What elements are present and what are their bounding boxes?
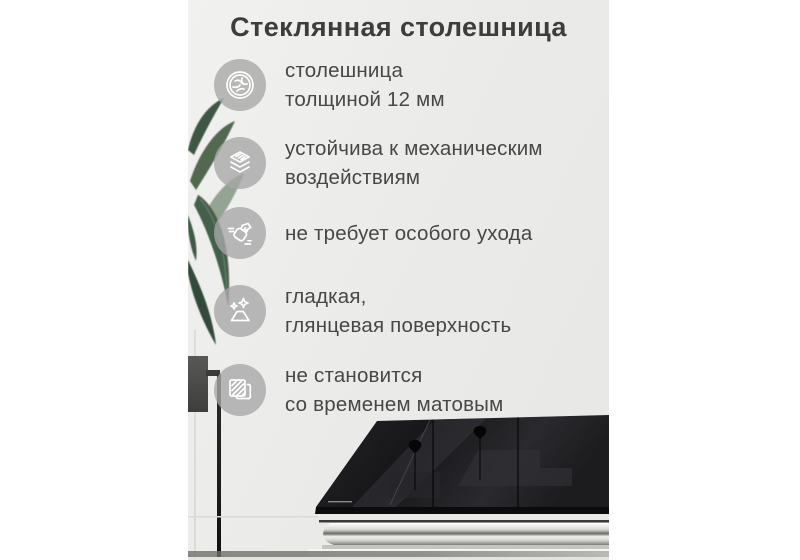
- glass-disc-icon: [214, 59, 266, 111]
- feature-line: устойчива к механическим: [285, 137, 543, 160]
- feature-text: [285, 56, 445, 114]
- feature-text: [285, 134, 543, 192]
- feature-line: толщиной 12 мм: [285, 88, 445, 111]
- feature-line: воздействиям: [285, 166, 421, 189]
- feature-text: [285, 219, 532, 248]
- glass-sheets-icon: [214, 364, 266, 416]
- feature-item-glossy: [214, 282, 511, 340]
- lamp-base: [188, 356, 208, 412]
- feature-item-thickness: [214, 56, 445, 114]
- sparkle-surface-icon: [214, 285, 266, 337]
- feature-line: столешница: [285, 59, 404, 82]
- feature-line: не становится: [285, 364, 423, 387]
- feature-item-care: [214, 207, 532, 259]
- feature-line: не требует особого ухода: [285, 221, 533, 245]
- feature-text: [285, 361, 503, 419]
- wiping-hand-icon: [214, 207, 266, 259]
- glass-table-image: [188, 410, 609, 560]
- photo-panel: [188, 0, 609, 560]
- feature-item-no-matte: [214, 361, 503, 419]
- page-title: Стеклянная столешница: [230, 12, 567, 42]
- feature-text: [285, 282, 511, 340]
- layers-icon: [214, 137, 266, 189]
- feature-item-durability: [214, 134, 543, 192]
- feature-line: глянцевая поверхность: [285, 314, 512, 337]
- feature-line: гладкая,: [285, 285, 367, 308]
- feature-line: со временем матовым: [285, 393, 504, 416]
